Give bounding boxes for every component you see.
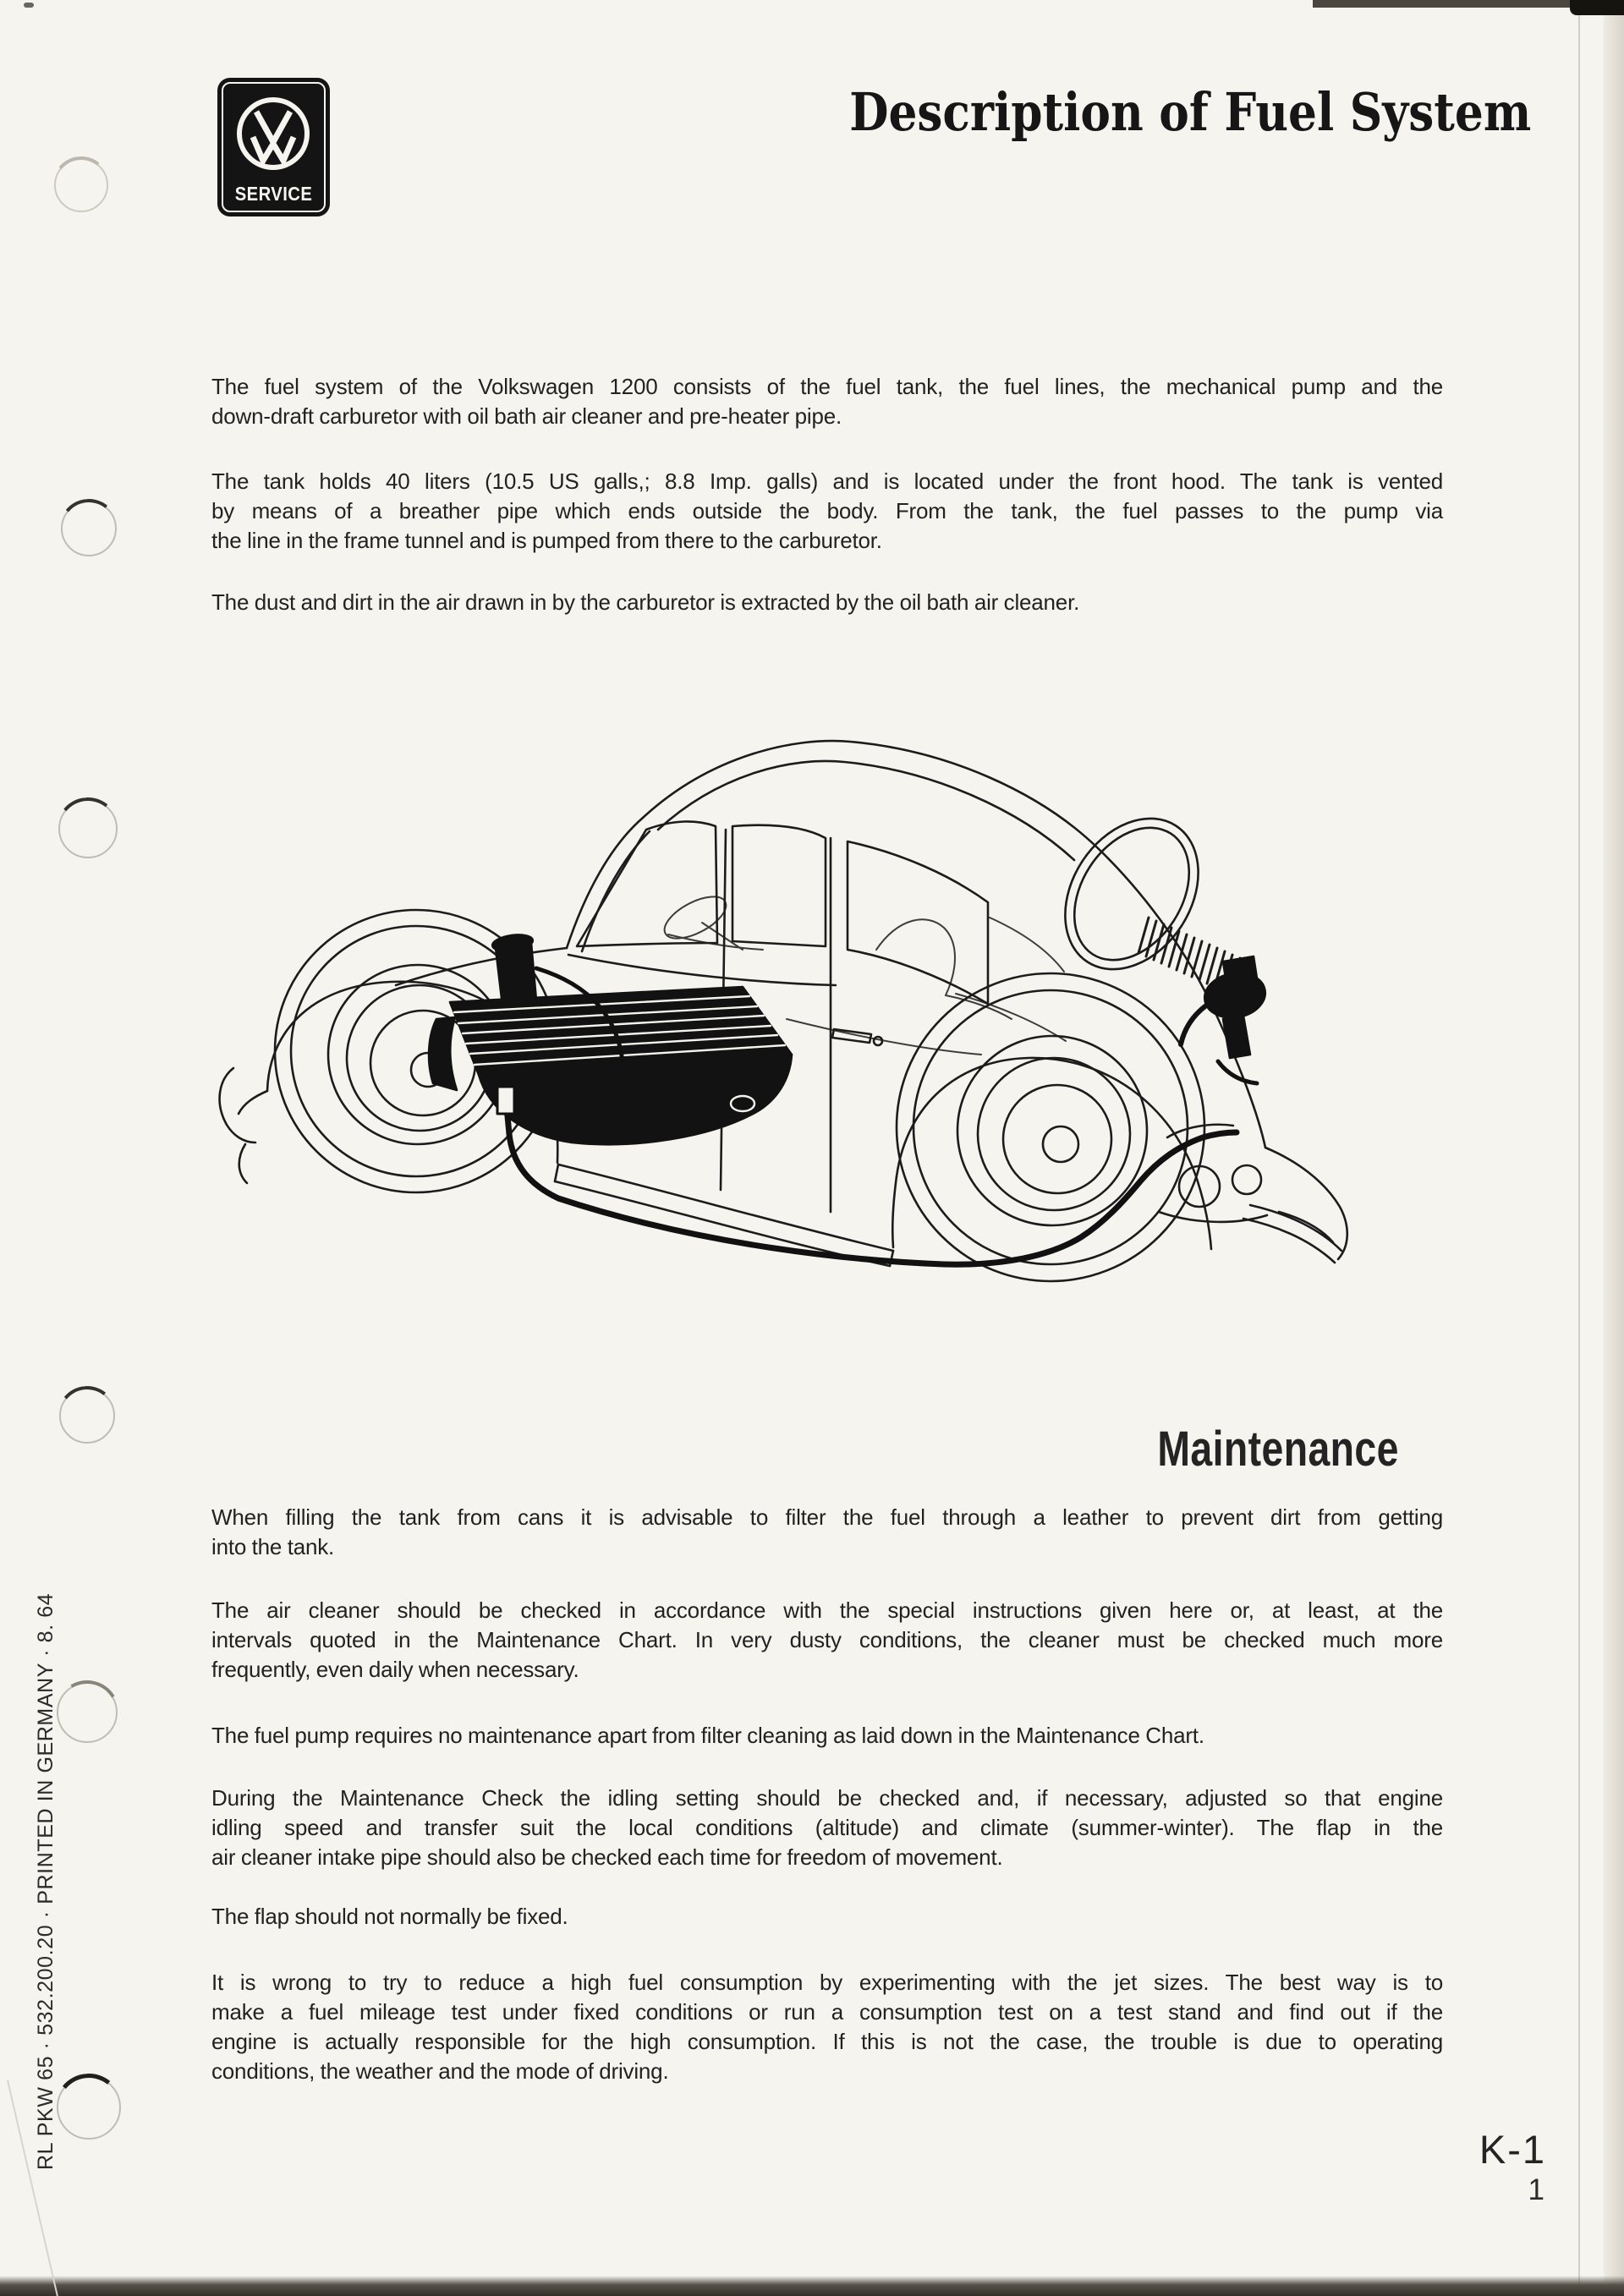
text-line: intervals quoted in the Maintenance Chart. In very dusty conditions, the cleaner must be checked much more [211,1627,1443,1652]
maintenance-paragraph-4 [211,1784,1443,1872]
text-line: engine is actually responsible for the high consumption. If this is not the case, the trouble is due to operating [211,2029,1443,2054]
text-line: make a fuel mileage test under fixed conditions or run a consumption test on a test stand and find out if the [211,1999,1443,2025]
intro-paragraph-3 [211,588,1443,617]
text-line: down-draft carburetor with oil bath air cleaner and pre-heater pipe. [211,403,842,429]
intro-paragraph-1 [211,372,1443,431]
punch-hole [61,501,117,556]
text-line: by means of a breather pipe which ends outside the body. From the tank, the fuel passes to the pump via [211,498,1443,523]
scan-speck [24,3,34,8]
text-line: conditions, the weather and the mode of driving. [211,2058,669,2084]
page-number: 1 [1528,2173,1544,2206]
text-line: into the tank. [211,1534,335,1559]
maintenance-paragraph-1 [211,1503,1443,1562]
maintenance-paragraph-3 [211,1721,1443,1751]
scan-top-corner [1570,0,1624,15]
punch-hole [58,799,118,858]
punch-hole [59,1388,115,1444]
text-line: frequently, even daily when necessary. [211,1657,579,1682]
text-line: The fuel system of the Volkswagen 1200 consists of the fuel tank, the fuel lines, the mechanical pump and the [211,374,1443,399]
text-line: idling speed and transfer suit the local conditions (altitude) and climate (summer-winter). The flap in the [211,1815,1443,1840]
vw-beetle-fuel-system-illustration [195,664,1421,1298]
page-title: Description of Fuel System [848,81,1531,143]
text-line: air cleaner intake pipe should also be checked each time for freedom of movement. [211,1844,1003,1870]
page-edge-line [1578,0,1580,2296]
punch-hole [54,158,108,212]
page-edge-shadow [1604,0,1624,2296]
car-body-outline [220,741,1347,1266]
text-line: The fuel pump requires no maintenance apart from filter cleaning as laid down in the Maintenance Chart. [211,1723,1204,1748]
text-line: the line in the frame tunnel and is pumped from there to the carburetor. [211,528,882,553]
air-cleaner [1181,956,1269,1083]
text-line: The dust and dirt in the air drawn in by the carburetor is extracted by the oil bath air cleaner. [211,589,1080,615]
text-line: During the Maintenance Check the idling setting should be checked and, if necessary, adjusted so that engine [211,1785,1443,1811]
text-line: It is wrong to try to reduce a high fuel consumption by experimenting with the jet sizes. The best way is to [211,1970,1443,1995]
text-line: The flap should not normally be fixed. [211,1904,568,1929]
section-code: K-1 [1479,2127,1546,2172]
maintenance-paragraph-5 [211,1902,1443,1932]
scan-bottom-band [0,2276,1624,2296]
punch-hole [57,2075,121,2140]
text-line: When filling the tank from cans it is advisable to filter the fuel through a leather to prevent dirt from getting [211,1504,1443,1530]
maintenance-heading: Maintenance [1157,1422,1399,1477]
rear-wheel [897,973,1204,1281]
maintenance-paragraph-6 [211,1968,1443,2086]
punch-hole [57,1682,118,1743]
intro-paragraph-2 [211,467,1443,556]
print-imprint: RL PKW 65 · 532.200.20 · PRINTED IN GERMANY · 8. 64 [34,1592,58,2170]
text-line: The tank holds 40 liters (10.5 US galls,; 8.8 Imp. galls) and is located under the front hood. The tank is vented [211,469,1443,494]
vw-service-logo [217,78,330,216]
text-line: The air cleaner should be checked in accordance with the special instructions given here or, at least, at the [211,1597,1443,1623]
vw-roundel-icon [217,78,330,183]
vw-service-label: SERVICE [234,183,313,205]
maintenance-paragraph-2 [211,1596,1443,1685]
